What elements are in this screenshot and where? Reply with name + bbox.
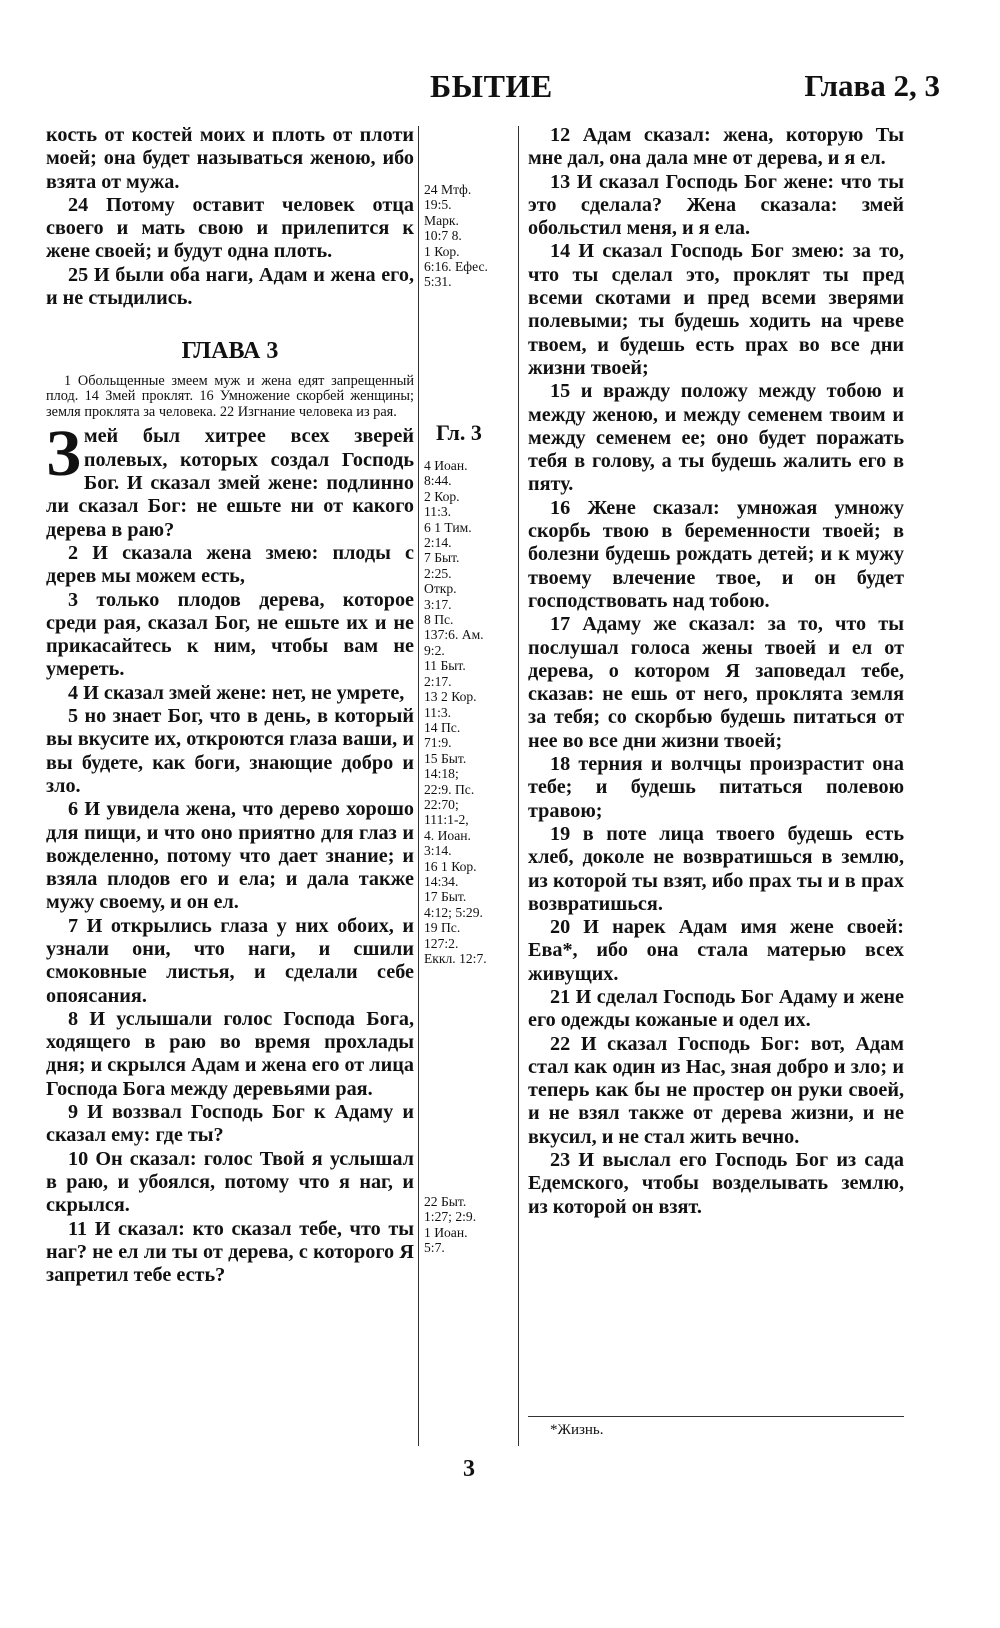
verse-3-5: 5 но знает Бог, что в день, в который вы вкусите их, откроются глаза ваши, и вы будете, как боги, знающие добро и зло. bbox=[46, 705, 414, 797]
verse-3-15: 15 и вражду положу между тобою и между женою, и между семенем твоим и между семенем ее; оно будет поражать тебя в голову, а ты будешь жалить его в пяту. bbox=[528, 380, 904, 496]
reference-line: 17 Быт. bbox=[424, 889, 467, 905]
verse-3-3: 3 только плодов дерева, которое среди рая, сказал Бог, не ешьте их и не прикасайтесь к ним, чтобы вам не умереть. bbox=[46, 588, 414, 681]
running-head: Глава 2, 3 bbox=[804, 68, 940, 103]
reference-line: 4 Иоан. bbox=[424, 458, 468, 473]
reference-line: 137:6. Ам. bbox=[424, 627, 484, 643]
left-column bbox=[46, 124, 414, 1287]
reference-line: 1 Кор. bbox=[424, 243, 460, 259]
footnote: *Жизнь. bbox=[550, 1422, 604, 1438]
reference-line: 8 Пс. bbox=[424, 612, 454, 628]
reference-line: 19:5. bbox=[424, 197, 452, 213]
reference-line: 5:31. bbox=[424, 274, 452, 290]
reference-line: 5:7. bbox=[424, 1240, 445, 1256]
reference-line: 1:27; 2:9. bbox=[424, 1209, 477, 1225]
verse-3-13: 13 И сказал Господь Бог жене: что ты это сделала? Жена сказала: змей обольстил меня, и я ела. bbox=[528, 170, 904, 240]
verse-3-18: 18 терния и волчцы произрастит она тебе; и будешь питаться полевою травою; bbox=[528, 753, 904, 822]
verse-2-25: 25 И были оба наги, Адам и жена его, и не стыдились. bbox=[46, 263, 414, 310]
verse-3-22: 22 И сказал Господь Бог: вот, Адам стал как один из Нас, зная добро и зло; и теперь как бы не простер он руки своей, и не взял также от дерева жизни, и не вкусил, и не стал жить вечно. bbox=[528, 1032, 904, 1148]
verse-3-14: 14 И сказал Господь Бог змею: за то, что ты сделал это, проклят ты пред всеми скотами и пред всеми зверями полевыми; ты будешь ходить на чреве твоем, и будешь есть прах во все дни жизни твоей; bbox=[528, 240, 904, 379]
reference-line: 24 Мтф. bbox=[424, 182, 472, 197]
verse-continuation: кость от костей моих и плоть от плоти моей; она будет называться женою, ибо взята от мужа. bbox=[46, 124, 414, 193]
reference-line: 2:14. bbox=[424, 535, 452, 551]
verse-3-20: 20 И нарек Адам имя жене своей: Ева*, ибо она стала матерью всех живущих. bbox=[528, 916, 904, 985]
cross-references-ch3 bbox=[424, 458, 520, 966]
reference-line: 11:3. bbox=[424, 504, 452, 520]
drop-cap: З bbox=[46, 417, 81, 491]
verse-3-10: 10 Он сказал: голос Твой я услышал в раю, и убоялся, потому что я наг, и скрылся. bbox=[46, 1147, 414, 1217]
reference-line: 14:34. bbox=[424, 873, 459, 889]
verse-3-6: 6 И увидела жена, что дерево хорошо для пищи, и что оно приятно для глаз и вожделенно, потому что дает знание; и взяла плодов его и ела; и дала также мужу своему, и он ел. bbox=[46, 798, 414, 914]
reference-line: 22:9. Пс. bbox=[424, 781, 475, 797]
verse-3-4: 4 И сказал змей жене: нет, не умрете, bbox=[68, 681, 405, 704]
reference-line: 14 Пс. bbox=[424, 719, 461, 735]
reference-line: Откр. bbox=[424, 581, 457, 597]
reference-line: Марк. bbox=[424, 212, 459, 228]
reference-line: 4. Иоан. bbox=[424, 827, 471, 843]
verse-3-11: 11 И сказал: кто сказал тебе, что ты наг? не ел ли ты от дерева, с которого Я запретил тебе есть? bbox=[46, 1217, 414, 1287]
reference-line: 10:7 8. bbox=[424, 228, 462, 244]
verse-2-24: 24 Потому оставит человек отца своего и мать свою и прилепится к жене своей; и будут одна плоть. bbox=[46, 193, 414, 263]
reference-line: 3:14. bbox=[424, 843, 452, 859]
reference-line: 2:17. bbox=[424, 673, 452, 689]
verse-3-23: 23 И выслал его Господь Бог из сада Едемского, чтобы возделывать землю, из которой он взят. bbox=[528, 1149, 904, 1218]
chapter-heading: ГЛАВА 3 bbox=[181, 338, 279, 365]
reference-line: 11 Быт. bbox=[424, 658, 466, 674]
reference-line: 8:44. bbox=[424, 473, 452, 489]
verse-3-1-text: мей был хитрее всех зверей полевых, которых создал Господь Бог. И сказал змей жене: подлинно ли сказал Бог: не ешьте ни от какого дерева в раю? bbox=[46, 425, 414, 541]
reference-line: 1 Иоан. bbox=[424, 1224, 468, 1240]
cross-references-v22 bbox=[424, 1194, 520, 1256]
reference-line: 14:18; bbox=[424, 766, 459, 782]
verse-3-9: 9 И воззвал Господь Бог к Адаму и сказал ему: где ты? bbox=[46, 1101, 414, 1147]
footnote-rule bbox=[528, 1416, 904, 1417]
reference-line: 6:16. Ефес. bbox=[424, 259, 488, 275]
reference-line: 16 1 Кор. bbox=[424, 858, 477, 874]
verse-3-7: 7 И открылись глаза у них обоих, и узнали они, что наги, и сшили смоковные листья, и сделали себе опоясания. bbox=[46, 914, 414, 1007]
verse-3-2: 2 И сказала жена змею: плоды с дерев мы можем есть, bbox=[46, 541, 414, 588]
verse-3-1 bbox=[46, 417, 414, 541]
verse-3-12: 12 Адам сказал: жена, которую Ты мне дал, она дала мне от дерева, и я ел. bbox=[528, 124, 904, 170]
reference-line: 22 Быт. bbox=[424, 1194, 467, 1209]
reference-line: 2:25. bbox=[424, 565, 452, 581]
reference-line: 7 Быт. bbox=[424, 550, 460, 566]
book-title: БЫТИЕ bbox=[430, 68, 553, 104]
reference-line: 127:2. bbox=[424, 935, 459, 951]
reference-line: 22:70; bbox=[424, 796, 459, 812]
verse-3-17: 17 Адаму же сказал: за то, что ты послушал голоса жены твоей и ел от дерева, о котором Я заповедал тебе, сказав: не ешь от него, проклята земля за тебя; со скорбью будешь питаться от нее во все дни жизни твоей; bbox=[528, 613, 904, 752]
verse-3-16: 16 Жене сказал: умножая умножу скорбь твою в беременности твоей; в болезни будешь рождать детей; и к мужу твоему влечение твое, и он будет господствовать над тобою. bbox=[528, 496, 904, 612]
reference-line: 11:3. bbox=[424, 704, 452, 720]
chapter-summary-text: 1 Обольщенные змеем муж и жена едят запрещенный плод. 14 Змей проклят. 16 Умножение скорбей женщины; земля проклята за человека. 22 Изгнание человека из рая. bbox=[46, 372, 414, 420]
chapter-summary bbox=[46, 374, 414, 421]
reference-line: 19 Пс. bbox=[424, 920, 461, 936]
reference-line: 9:2. bbox=[424, 642, 445, 658]
reference-line: 15 Быт. bbox=[424, 750, 467, 766]
reference-line: 3:17. bbox=[424, 596, 452, 612]
reference-line: 4:12; 5:29. bbox=[424, 904, 483, 920]
right-column bbox=[528, 124, 904, 1219]
reference-line: 71:9. bbox=[424, 735, 452, 751]
verse-3-21: 21 И сделал Господь Бог Адаму и жене его одежды кожаные и одел их. bbox=[528, 985, 904, 1032]
reference-line: 13 2 Кор. bbox=[424, 689, 477, 705]
verse-3-19: 19 в поте лица твоего будешь есть хлеб, доколе не возвратишься в землю, из которой ты взят, ибо прах ты и в прах возвратишься. bbox=[528, 822, 904, 915]
reference-line: 6 1 Тим. bbox=[424, 519, 472, 535]
reference-line: Еккл. 12:7. bbox=[424, 951, 487, 966]
cross-references-ch2 bbox=[424, 182, 520, 290]
page-number: 3 bbox=[463, 1456, 475, 1482]
left-column-rule bbox=[418, 126, 419, 1446]
reference-line: 111:1-2, bbox=[424, 812, 469, 828]
verse-3-8: 8 И услышали голос Господа Бога, ходящего в раю во время прохлады дня; и скрылся Адам и жена его от лица Господа Бога между деревьями рая. bbox=[46, 1007, 414, 1100]
references-chapter-label: Гл. 3 bbox=[436, 420, 482, 445]
reference-line: 2 Кор. bbox=[424, 488, 460, 504]
